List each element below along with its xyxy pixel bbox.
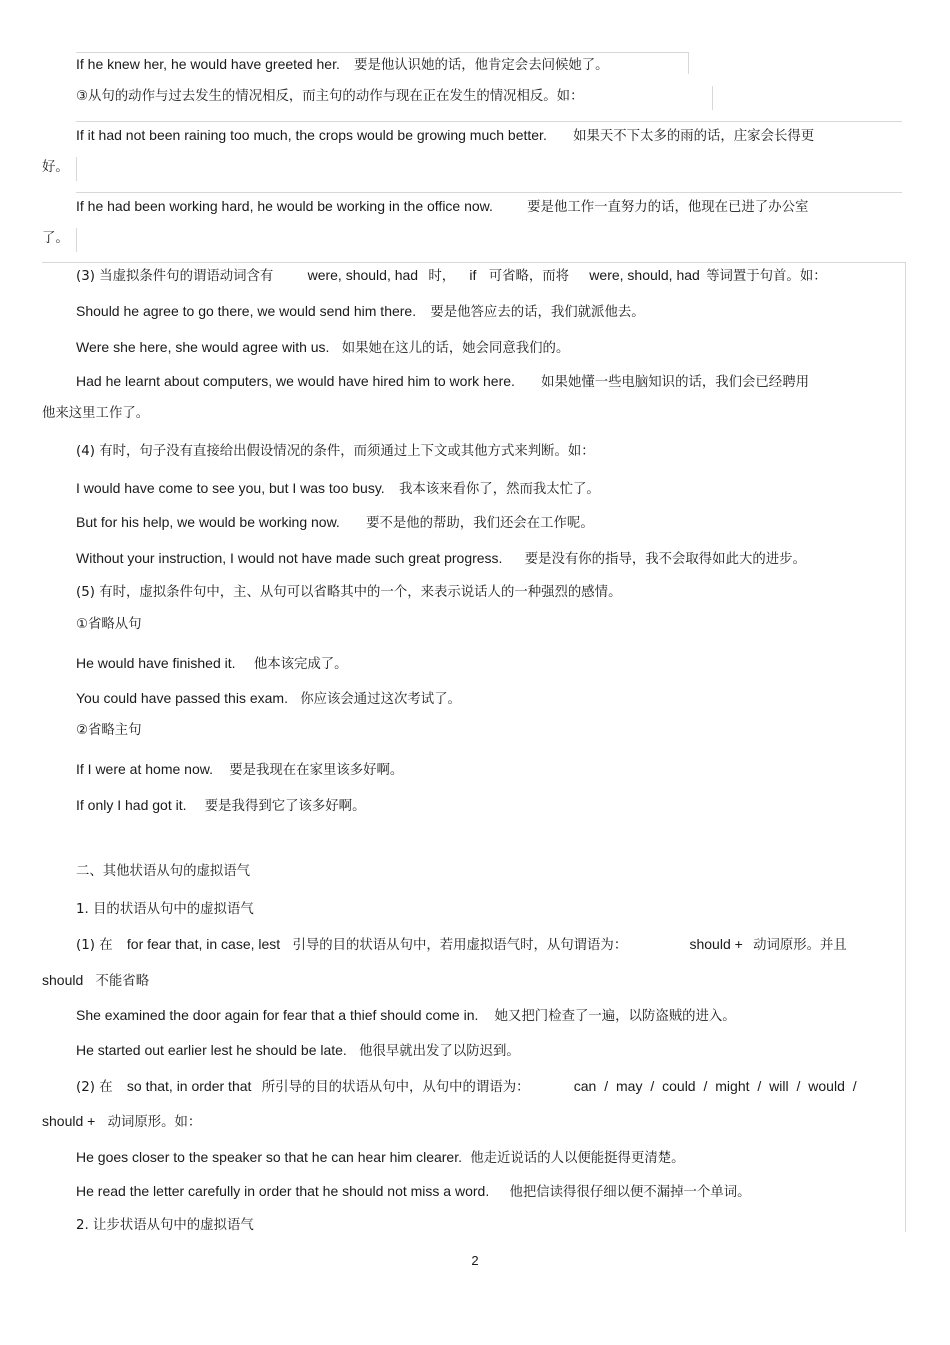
chinese-translation: 如果她懂一些电脑知识的话，我们会已经聘用 <box>541 375 809 390</box>
english-example: If he had been working hard, he would be working in the office now. <box>76 198 493 214</box>
keyword: should <box>42 972 84 988</box>
text-line <box>76 338 569 358</box>
text-line: ③从句的动作与过去发生的情况相反，而主句的动作与现在正在发生的情况相反。如： <box>76 89 584 104</box>
formula: should + <box>42 1113 96 1129</box>
frame-line <box>712 86 713 110</box>
english-example: He would have finished it. <box>76 655 236 671</box>
text-line: (4) 有时，句子没有直接给出假设情况的条件，而须通过上下文或其他方式来判断。如： <box>76 444 595 459</box>
text-line <box>76 302 645 322</box>
keyword-list: were, should, had <box>307 267 419 283</box>
section-heading: 二、其他状语从句的虚拟语气 <box>76 864 251 879</box>
sub-heading: 2. 让步状语从句中的虚拟语气 <box>76 1218 254 1233</box>
chinese-translation: 他走近说话的人以便能挺得更清楚。 <box>470 1151 685 1166</box>
chinese-translation: 要是他认识她的话，他肯定会去问候她了。 <box>354 58 609 73</box>
text-line <box>42 1112 201 1132</box>
text-line <box>76 935 847 955</box>
english-example: He started out earlier lest he should be late. <box>76 1042 347 1058</box>
text-line <box>76 372 809 392</box>
text-line <box>76 1041 520 1061</box>
section-text: 动词原形。如： <box>107 1115 202 1130</box>
sub-heading: ①省略从句 <box>76 617 142 632</box>
frame-line <box>76 121 902 122</box>
text-line: 好。 <box>42 160 69 175</box>
text-line <box>76 654 348 674</box>
english-example: I would have come to see you, but I was too busy. <box>76 480 385 496</box>
section-text: 所引导的目的状语从句中，从句中的谓语为： <box>261 1080 530 1095</box>
section-text: 引导的目的状语从句中，若用虚拟语气时，从句谓语为： <box>292 938 628 953</box>
frame-line <box>688 52 689 74</box>
frame-line <box>76 157 77 181</box>
frame-line <box>42 262 906 263</box>
keyword-list: for fear that, in case, lest <box>126 936 281 952</box>
text-line <box>76 796 365 816</box>
keyword-list: so that, in order that <box>126 1078 252 1094</box>
frame-line <box>905 262 906 1232</box>
text-line <box>76 197 808 217</box>
text-line: 了。 <box>42 231 69 246</box>
section-text: 可省略，而将 <box>488 269 570 284</box>
english-example: But for his help, we would be working now. <box>76 514 340 530</box>
keyword-list: were, should, had <box>589 267 700 283</box>
chinese-translation: 你应该会通过这次考试了。 <box>300 692 461 707</box>
chinese-translation: 要是没有你的指导，我不会取得如此大的进步。 <box>524 552 806 567</box>
modal-list: can / may / could / might / will / would / <box>573 1078 857 1094</box>
english-example: She examined the door again for fear that a thief should come in. <box>76 1007 479 1023</box>
text-line <box>76 55 609 75</box>
chinese-translation: 我本该来看你了，然而我太忙了。 <box>398 482 600 497</box>
english-example: If I were at home now. <box>76 761 213 777</box>
english-example: Had he learnt about computers, we would have hired him to work here. <box>76 373 515 389</box>
chinese-translation: 如果天不下太多的雨的话，庄家会长得更 <box>573 129 815 144</box>
text-line <box>76 513 594 533</box>
chinese-translation: 要是他答应去的话，我们就派他去。 <box>430 305 645 320</box>
section-text: (1) 在 <box>76 938 113 953</box>
english-example: He goes closer to the speaker so that he can hear him clearer. <box>76 1149 462 1165</box>
english-example: You could have passed this exam. <box>76 690 288 706</box>
text-line: (5) 有时，虚拟条件句中，主、从句可以省略其中的一个，来表示说话人的一种强烈的感情。 <box>76 585 622 600</box>
frame-line <box>76 192 902 193</box>
text-line: 他来这里工作了。 <box>42 406 150 421</box>
english-example: Were she here, she would agree with us. <box>76 339 330 355</box>
chinese-translation: 要是他工作一直努力的话，他现在已进了办公室 <box>527 200 809 215</box>
english-example: Should he agree to go there, we would send him there. <box>76 303 417 319</box>
page-number: 2 <box>471 1253 479 1268</box>
frame-line <box>76 228 77 252</box>
english-example: Without your instruction, I would not have made such great progress. <box>76 550 503 566</box>
chinese-translation: 要是我现在在家里该多好啊。 <box>229 763 404 778</box>
chinese-translation: 如果她在这儿的话，她会同意我们的。 <box>341 341 570 356</box>
text-line <box>76 1006 736 1026</box>
english-example: If only I had got it. <box>76 797 187 813</box>
english-example: If it had not been raining too much, the crops would be growing much better. <box>76 127 547 143</box>
english-example: If he knew her, he would have greeted her. <box>76 56 340 72</box>
chinese-translation: 他把信读得很仔细以便不漏掉一个单词。 <box>509 1185 751 1200</box>
chinese-translation: 她又把门检查了一遍，以防盗贼的进入。 <box>494 1009 736 1024</box>
text-line <box>76 689 461 709</box>
text-line <box>42 971 149 991</box>
section-text: 动词原形。并且 <box>753 938 847 953</box>
keyword: if <box>469 267 477 283</box>
text-line <box>76 126 814 146</box>
english-example: He read the letter carefully in order that he should not miss a word. <box>76 1183 490 1199</box>
formula: should + <box>689 936 743 952</box>
frame-line <box>76 52 688 53</box>
chinese-translation: 要是我得到它了该多好啊。 <box>204 799 366 814</box>
text-line <box>76 1148 685 1168</box>
section-text: (3) 当虚拟条件句的谓语动词含有 <box>76 269 274 284</box>
text-line <box>76 549 806 569</box>
text-line <box>76 1077 857 1097</box>
section-text: (2) 在 <box>76 1080 113 1095</box>
text-line <box>76 479 600 499</box>
chinese-translation: 他本该完成了。 <box>253 657 348 672</box>
text-line <box>76 1182 751 1202</box>
section-text: 不能省略 <box>95 974 150 989</box>
section-text: 等词置于句首。如： <box>706 269 827 284</box>
chinese-translation: 他很早就出发了以防迟到。 <box>359 1044 520 1059</box>
chinese-translation: 要不是他的帮助，我们还会在工作呢。 <box>366 516 594 531</box>
section-text: 时， <box>428 269 456 284</box>
sub-heading: ②省略主句 <box>76 723 142 738</box>
text-line <box>76 266 827 286</box>
text-line <box>76 760 403 780</box>
sub-heading: 1. 目的状语从句中的虚拟语气 <box>76 902 254 917</box>
